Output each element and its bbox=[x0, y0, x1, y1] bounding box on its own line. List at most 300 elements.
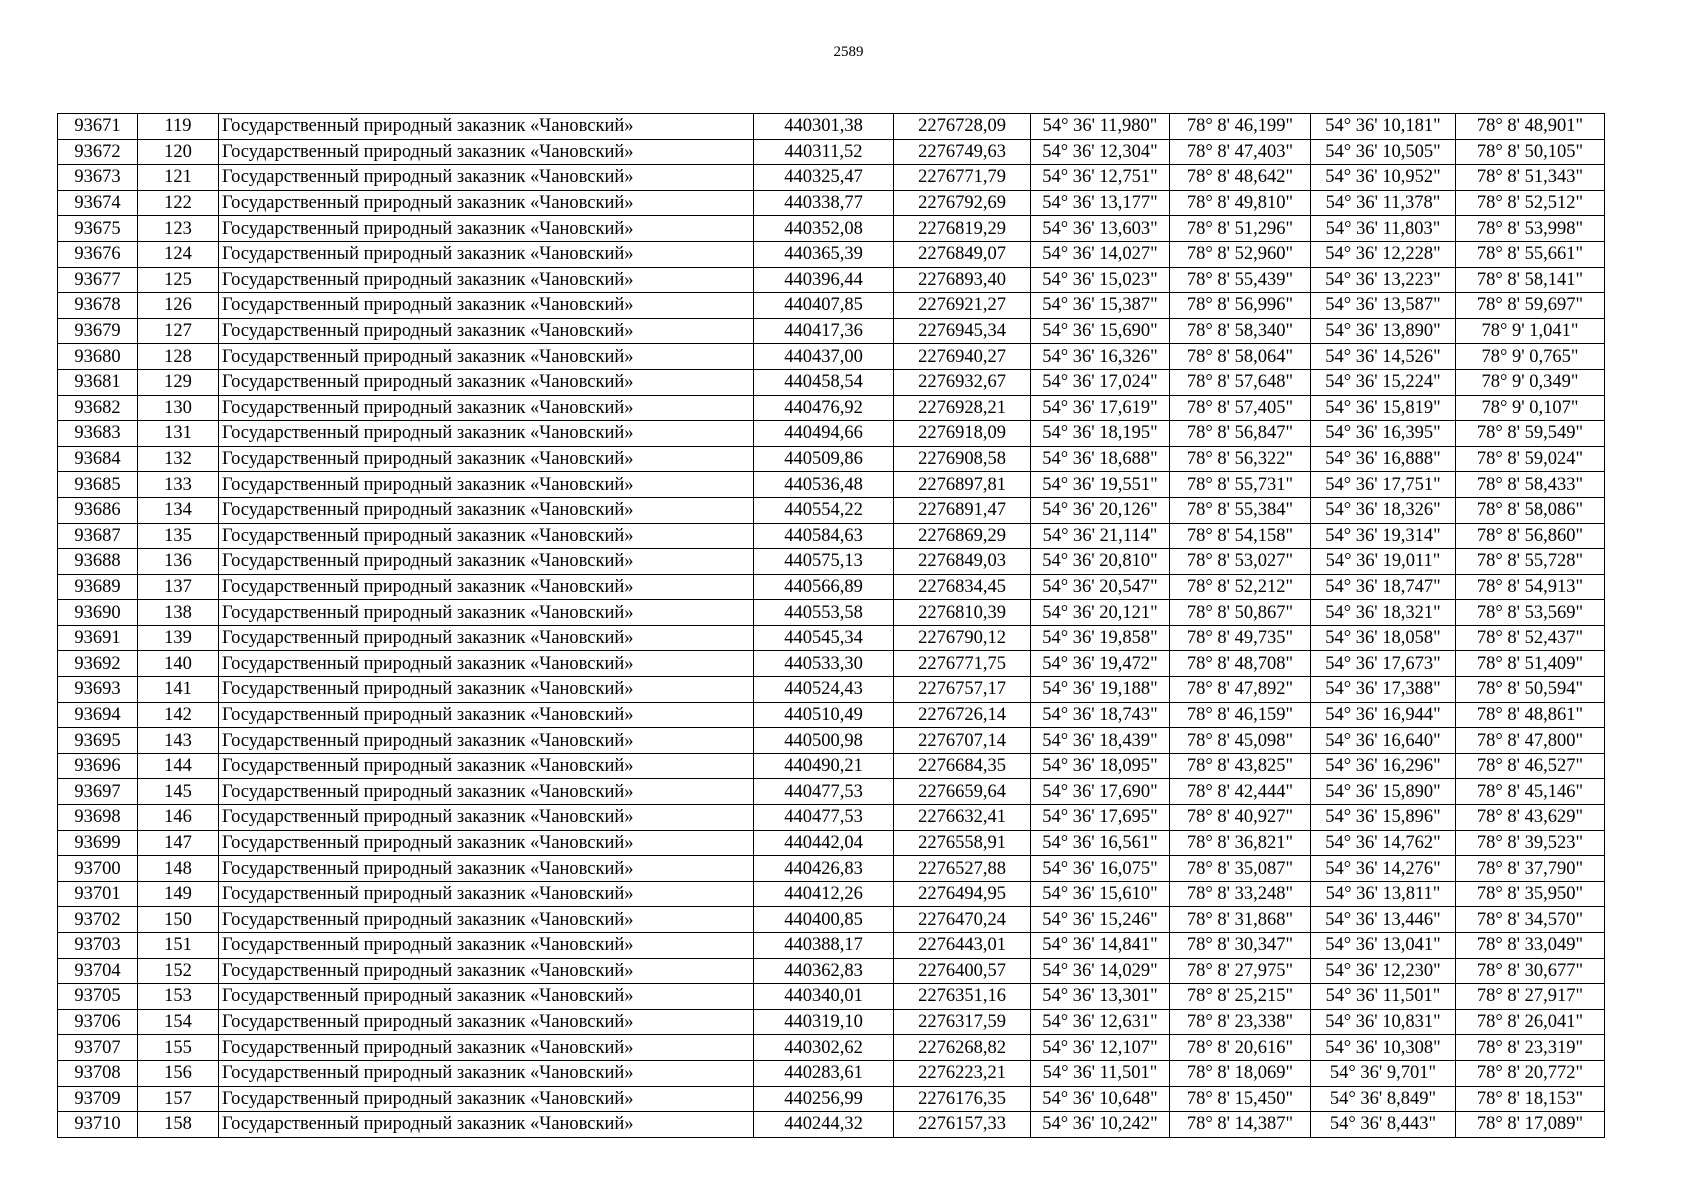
cell-lon-2: 78° 8' 55,728" bbox=[1456, 549, 1605, 575]
table-row bbox=[58, 344, 1605, 370]
cell-coord-x: 440477,53 bbox=[754, 779, 894, 805]
cell-name: Государственный природный заказник «Чановский» bbox=[219, 139, 754, 165]
cell-lon-1: 78° 8' 54,158" bbox=[1170, 523, 1311, 549]
cell-name: Государственный природный заказник «Чановский» bbox=[219, 472, 754, 498]
cell-lat-2: 54° 36' 16,640" bbox=[1311, 728, 1456, 754]
cell-coord-x: 440407,85 bbox=[754, 293, 894, 319]
cell-lat-1: 54° 36' 17,690" bbox=[1031, 779, 1170, 805]
cell-coord-y: 2276771,75 bbox=[894, 651, 1031, 677]
cell-coord-x: 440553,58 bbox=[754, 600, 894, 626]
cell-coord-x: 440319,10 bbox=[754, 1009, 894, 1035]
cell-name: Государственный природный заказник «Чановский» bbox=[219, 881, 754, 907]
cell-coord-y: 2276908,58 bbox=[894, 446, 1031, 472]
cell-point-number: 148 bbox=[138, 856, 219, 882]
cell-point-number: 147 bbox=[138, 830, 219, 856]
table-row bbox=[58, 549, 1605, 575]
cell-coord-y: 2276684,35 bbox=[894, 753, 1031, 779]
cell-coord-x: 440388,17 bbox=[754, 933, 894, 959]
cell-lon-1: 78° 8' 18,069" bbox=[1170, 1060, 1311, 1086]
cell-coord-x: 440256,99 bbox=[754, 1086, 894, 1112]
cell-lat-1: 54° 36' 12,631" bbox=[1031, 1009, 1170, 1035]
cell-coord-y: 2276659,64 bbox=[894, 779, 1031, 805]
cell-coord-y: 2276932,67 bbox=[894, 369, 1031, 395]
cell-name: Государственный природный заказник «Чановский» bbox=[219, 369, 754, 395]
table-row bbox=[58, 574, 1605, 600]
table-row bbox=[58, 1060, 1605, 1086]
table-row bbox=[58, 984, 1605, 1010]
cell-lon-1: 78° 8' 36,821" bbox=[1170, 830, 1311, 856]
cell-lon-1: 78° 8' 20,616" bbox=[1170, 1035, 1311, 1061]
cell-name: Государственный природный заказник «Чановский» bbox=[219, 523, 754, 549]
coordinates-table bbox=[57, 113, 1605, 1138]
cell-coord-x: 440575,13 bbox=[754, 549, 894, 575]
cell-coord-y: 2276940,27 bbox=[894, 344, 1031, 370]
cell-lon-2: 78° 8' 48,861" bbox=[1456, 702, 1605, 728]
cell-lat-2: 54° 36' 15,224" bbox=[1311, 369, 1456, 395]
cell-point-number: 156 bbox=[138, 1060, 219, 1086]
cell-point-id: 93682 bbox=[58, 395, 138, 421]
cell-lat-1: 54° 36' 13,177" bbox=[1031, 190, 1170, 216]
table-row bbox=[58, 702, 1605, 728]
cell-coord-x: 440476,92 bbox=[754, 395, 894, 421]
cell-lat-2: 54° 36' 8,443" bbox=[1311, 1112, 1456, 1138]
cell-coord-y: 2276891,47 bbox=[894, 497, 1031, 523]
cell-coord-y: 2276928,21 bbox=[894, 395, 1031, 421]
cell-coord-y: 2276317,59 bbox=[894, 1009, 1031, 1035]
table-row bbox=[58, 497, 1605, 523]
cell-lon-2: 78° 8' 50,594" bbox=[1456, 677, 1605, 703]
cell-coord-x: 440283,61 bbox=[754, 1060, 894, 1086]
cell-point-number: 152 bbox=[138, 958, 219, 984]
cell-lon-1: 78° 8' 27,975" bbox=[1170, 958, 1311, 984]
cell-name: Государственный природный заказник «Чановский» bbox=[219, 216, 754, 242]
cell-point-number: 134 bbox=[138, 497, 219, 523]
cell-coord-y: 2276834,45 bbox=[894, 574, 1031, 600]
table-row bbox=[58, 369, 1605, 395]
cell-point-number: 146 bbox=[138, 805, 219, 831]
cell-lat-2: 54° 36' 15,819" bbox=[1311, 395, 1456, 421]
cell-lon-2: 78° 8' 23,319" bbox=[1456, 1035, 1605, 1061]
cell-point-id: 93703 bbox=[58, 933, 138, 959]
cell-coord-y: 2276918,09 bbox=[894, 421, 1031, 447]
cell-coord-y: 2276157,33 bbox=[894, 1112, 1031, 1138]
table-body bbox=[58, 114, 1605, 1138]
cell-lon-2: 78° 8' 45,146" bbox=[1456, 779, 1605, 805]
cell-coord-y: 2276749,63 bbox=[894, 139, 1031, 165]
cell-lon-1: 78° 8' 45,098" bbox=[1170, 728, 1311, 754]
cell-coord-y: 2276527,88 bbox=[894, 856, 1031, 882]
cell-lat-1: 54° 36' 11,501" bbox=[1031, 1060, 1170, 1086]
cell-lat-1: 54° 36' 17,695" bbox=[1031, 805, 1170, 831]
cell-point-number: 143 bbox=[138, 728, 219, 754]
cell-lon-1: 78° 8' 25,215" bbox=[1170, 984, 1311, 1010]
cell-lat-1: 54° 36' 14,029" bbox=[1031, 958, 1170, 984]
cell-lon-2: 78° 8' 58,086" bbox=[1456, 497, 1605, 523]
table-row bbox=[58, 625, 1605, 651]
cell-point-id: 93675 bbox=[58, 216, 138, 242]
cell-name: Государственный природный заказник «Чановский» bbox=[219, 933, 754, 959]
cell-lat-1: 54° 36' 15,023" bbox=[1031, 267, 1170, 293]
cell-lon-1: 78° 8' 46,159" bbox=[1170, 702, 1311, 728]
cell-point-id: 93697 bbox=[58, 779, 138, 805]
cell-lat-2: 54° 36' 10,831" bbox=[1311, 1009, 1456, 1035]
cell-lat-1: 54° 36' 10,648" bbox=[1031, 1086, 1170, 1112]
cell-name: Государственный природный заказник «Чановский» bbox=[219, 625, 754, 651]
cell-lon-1: 78° 8' 58,340" bbox=[1170, 318, 1311, 344]
cell-lat-2: 54° 36' 13,446" bbox=[1311, 907, 1456, 933]
cell-coord-y: 2276558,91 bbox=[894, 830, 1031, 856]
cell-point-id: 93674 bbox=[58, 190, 138, 216]
cell-coord-x: 440340,01 bbox=[754, 984, 894, 1010]
cell-lon-2: 78° 8' 37,790" bbox=[1456, 856, 1605, 882]
cell-point-id: 93709 bbox=[58, 1086, 138, 1112]
cell-lat-2: 54° 36' 13,811" bbox=[1311, 881, 1456, 907]
table-row bbox=[58, 395, 1605, 421]
cell-lat-1: 54° 36' 20,547" bbox=[1031, 574, 1170, 600]
cell-lon-2: 78° 8' 34,570" bbox=[1456, 907, 1605, 933]
cell-lat-1: 54° 36' 12,304" bbox=[1031, 139, 1170, 165]
cell-name: Государственный природный заказник «Чановский» bbox=[219, 574, 754, 600]
cell-lon-1: 78° 8' 50,867" bbox=[1170, 600, 1311, 626]
cell-coord-x: 440302,62 bbox=[754, 1035, 894, 1061]
cell-coord-y: 2276707,14 bbox=[894, 728, 1031, 754]
cell-lon-1: 78° 8' 31,868" bbox=[1170, 907, 1311, 933]
cell-name: Государственный природный заказник «Чановский» bbox=[219, 728, 754, 754]
cell-lat-1: 54° 36' 10,242" bbox=[1031, 1112, 1170, 1138]
cell-lon-1: 78° 8' 52,960" bbox=[1170, 241, 1311, 267]
cell-coord-x: 440442,04 bbox=[754, 830, 894, 856]
cell-point-number: 120 bbox=[138, 139, 219, 165]
cell-coord-x: 440396,44 bbox=[754, 267, 894, 293]
cell-lon-2: 78° 8' 46,527" bbox=[1456, 753, 1605, 779]
cell-point-number: 130 bbox=[138, 395, 219, 421]
cell-name: Государственный природный заказник «Чановский» bbox=[219, 1086, 754, 1112]
table-row bbox=[58, 933, 1605, 959]
cell-lat-1: 54° 36' 17,024" bbox=[1031, 369, 1170, 395]
cell-name: Государственный природный заказник «Чановский» bbox=[219, 1009, 754, 1035]
cell-point-id: 93681 bbox=[58, 369, 138, 395]
cell-point-number: 154 bbox=[138, 1009, 219, 1035]
cell-lat-2: 54° 36' 12,230" bbox=[1311, 958, 1456, 984]
cell-coord-y: 2276893,40 bbox=[894, 267, 1031, 293]
cell-coord-x: 440311,52 bbox=[754, 139, 894, 165]
cell-coord-x: 440524,43 bbox=[754, 677, 894, 703]
cell-lon-2: 78° 8' 51,409" bbox=[1456, 651, 1605, 677]
cell-lon-2: 78° 8' 50,105" bbox=[1456, 139, 1605, 165]
cell-name: Государственный природный заказник «Чановский» bbox=[219, 344, 754, 370]
cell-lon-2: 78° 8' 55,661" bbox=[1456, 241, 1605, 267]
cell-coord-x: 440426,83 bbox=[754, 856, 894, 882]
cell-coord-y: 2276945,34 bbox=[894, 318, 1031, 344]
cell-name: Государственный природный заказник «Чановский» bbox=[219, 1035, 754, 1061]
cell-lat-2: 54° 36' 13,587" bbox=[1311, 293, 1456, 319]
cell-coord-x: 440437,00 bbox=[754, 344, 894, 370]
cell-point-id: 93699 bbox=[58, 830, 138, 856]
table-row bbox=[58, 728, 1605, 754]
cell-lon-1: 78° 8' 46,199" bbox=[1170, 114, 1311, 140]
cell-lat-2: 54° 36' 16,944" bbox=[1311, 702, 1456, 728]
cell-name: Государственный природный заказник «Чановский» bbox=[219, 293, 754, 319]
cell-point-id: 93687 bbox=[58, 523, 138, 549]
table-row bbox=[58, 753, 1605, 779]
cell-point-id: 93700 bbox=[58, 856, 138, 882]
cell-name: Государственный природный заказник «Чановский» bbox=[219, 549, 754, 575]
cell-lat-2: 54° 36' 15,896" bbox=[1311, 805, 1456, 831]
cell-point-number: 144 bbox=[138, 753, 219, 779]
cell-lon-2: 78° 8' 59,024" bbox=[1456, 446, 1605, 472]
cell-coord-y: 2276223,21 bbox=[894, 1060, 1031, 1086]
cell-lon-1: 78° 8' 43,825" bbox=[1170, 753, 1311, 779]
cell-lat-2: 54° 36' 18,326" bbox=[1311, 497, 1456, 523]
table-row bbox=[58, 600, 1605, 626]
cell-lon-1: 78° 8' 49,810" bbox=[1170, 190, 1311, 216]
cell-point-number: 140 bbox=[138, 651, 219, 677]
cell-lat-1: 54° 36' 15,610" bbox=[1031, 881, 1170, 907]
cell-point-id: 93683 bbox=[58, 421, 138, 447]
table-row bbox=[58, 805, 1605, 831]
cell-point-id: 93689 bbox=[58, 574, 138, 600]
cell-coord-x: 440412,26 bbox=[754, 881, 894, 907]
cell-lat-1: 54° 36' 15,246" bbox=[1031, 907, 1170, 933]
cell-coord-x: 440325,47 bbox=[754, 165, 894, 191]
cell-lon-2: 78° 9' 1,041" bbox=[1456, 318, 1605, 344]
cell-name: Государственный природный заказник «Чановский» bbox=[219, 984, 754, 1010]
cell-lon-1: 78° 8' 57,405" bbox=[1170, 395, 1311, 421]
cell-name: Государственный природный заказник «Чановский» bbox=[219, 318, 754, 344]
cell-lon-2: 78° 8' 30,677" bbox=[1456, 958, 1605, 984]
cell-lon-2: 78° 8' 59,549" bbox=[1456, 421, 1605, 447]
cell-point-id: 93678 bbox=[58, 293, 138, 319]
cell-point-number: 136 bbox=[138, 549, 219, 575]
cell-lat-1: 54° 36' 20,126" bbox=[1031, 497, 1170, 523]
cell-coord-x: 440477,53 bbox=[754, 805, 894, 831]
cell-lon-2: 78° 8' 26,041" bbox=[1456, 1009, 1605, 1035]
cell-point-id: 93710 bbox=[58, 1112, 138, 1138]
table-row bbox=[58, 446, 1605, 472]
cell-point-number: 137 bbox=[138, 574, 219, 600]
cell-coord-y: 2276771,79 bbox=[894, 165, 1031, 191]
cell-lat-1: 54° 36' 18,439" bbox=[1031, 728, 1170, 754]
cell-lat-2: 54° 36' 13,041" bbox=[1311, 933, 1456, 959]
table-row bbox=[58, 139, 1605, 165]
cell-name: Государственный природный заказник «Чановский» bbox=[219, 190, 754, 216]
table-row bbox=[58, 1009, 1605, 1035]
cell-lat-1: 54° 36' 15,690" bbox=[1031, 318, 1170, 344]
cell-lon-2: 78° 8' 27,917" bbox=[1456, 984, 1605, 1010]
cell-point-id: 93677 bbox=[58, 267, 138, 293]
cell-lon-1: 78° 8' 33,248" bbox=[1170, 881, 1311, 907]
cell-coord-y: 2276849,03 bbox=[894, 549, 1031, 575]
cell-point-id: 93708 bbox=[58, 1060, 138, 1086]
cell-lat-2: 54° 36' 16,888" bbox=[1311, 446, 1456, 472]
cell-point-id: 93701 bbox=[58, 881, 138, 907]
cell-coord-y: 2276351,16 bbox=[894, 984, 1031, 1010]
cell-lat-1: 54° 36' 14,841" bbox=[1031, 933, 1170, 959]
cell-lat-1: 54° 36' 15,387" bbox=[1031, 293, 1170, 319]
cell-lon-2: 78° 8' 43,629" bbox=[1456, 805, 1605, 831]
cell-lon-2: 78° 8' 17,089" bbox=[1456, 1112, 1605, 1138]
cell-lat-2: 54° 36' 10,308" bbox=[1311, 1035, 1456, 1061]
cell-point-number: 135 bbox=[138, 523, 219, 549]
table-row bbox=[58, 114, 1605, 140]
table-row bbox=[58, 830, 1605, 856]
cell-lon-1: 78° 8' 49,735" bbox=[1170, 625, 1311, 651]
table-row bbox=[58, 421, 1605, 447]
table-row bbox=[58, 472, 1605, 498]
cell-point-number: 153 bbox=[138, 984, 219, 1010]
cell-point-id: 93676 bbox=[58, 241, 138, 267]
cell-name: Государственный природный заказник «Чановский» bbox=[219, 600, 754, 626]
cell-lat-1: 54° 36' 11,980" bbox=[1031, 114, 1170, 140]
cell-coord-x: 440494,66 bbox=[754, 421, 894, 447]
table-row bbox=[58, 523, 1605, 549]
cell-lon-2: 78° 8' 39,523" bbox=[1456, 830, 1605, 856]
cell-point-number: 122 bbox=[138, 190, 219, 216]
cell-coord-x: 440554,22 bbox=[754, 497, 894, 523]
cell-lon-1: 78° 8' 53,027" bbox=[1170, 549, 1311, 575]
cell-coord-y: 2276176,35 bbox=[894, 1086, 1031, 1112]
cell-lat-1: 54° 36' 13,301" bbox=[1031, 984, 1170, 1010]
cell-point-number: 123 bbox=[138, 216, 219, 242]
cell-lon-1: 78° 8' 14,387" bbox=[1170, 1112, 1311, 1138]
cell-lat-1: 54° 36' 19,188" bbox=[1031, 677, 1170, 703]
cell-point-number: 151 bbox=[138, 933, 219, 959]
cell-coord-y: 2276790,12 bbox=[894, 625, 1031, 651]
cell-lat-2: 54° 36' 10,952" bbox=[1311, 165, 1456, 191]
cell-lon-2: 78° 8' 51,343" bbox=[1456, 165, 1605, 191]
cell-lon-2: 78° 8' 58,433" bbox=[1456, 472, 1605, 498]
cell-lon-2: 78° 8' 20,772" bbox=[1456, 1060, 1605, 1086]
cell-point-number: 119 bbox=[138, 114, 219, 140]
cell-coord-x: 440510,49 bbox=[754, 702, 894, 728]
cell-name: Государственный природный заказник «Чановский» bbox=[219, 241, 754, 267]
cell-point-id: 93690 bbox=[58, 600, 138, 626]
cell-lon-1: 78° 8' 55,384" bbox=[1170, 497, 1311, 523]
cell-name: Государственный природный заказник «Чановский» bbox=[219, 497, 754, 523]
cell-point-id: 93694 bbox=[58, 702, 138, 728]
cell-point-id: 93702 bbox=[58, 907, 138, 933]
cell-lat-2: 54° 36' 9,701" bbox=[1311, 1060, 1456, 1086]
cell-coord-x: 440301,38 bbox=[754, 114, 894, 140]
cell-name: Государственный природный заказник «Чановский» bbox=[219, 114, 754, 140]
cell-lon-2: 78° 8' 52,437" bbox=[1456, 625, 1605, 651]
cell-point-number: 157 bbox=[138, 1086, 219, 1112]
cell-lon-2: 78° 9' 0,107" bbox=[1456, 395, 1605, 421]
table-row bbox=[58, 907, 1605, 933]
cell-coord-y: 2276810,39 bbox=[894, 600, 1031, 626]
cell-lon-1: 78° 8' 42,444" bbox=[1170, 779, 1311, 805]
table-row bbox=[58, 1035, 1605, 1061]
cell-point-number: 133 bbox=[138, 472, 219, 498]
cell-point-id: 93696 bbox=[58, 753, 138, 779]
cell-point-id: 93704 bbox=[58, 958, 138, 984]
cell-lat-2: 54° 36' 18,747" bbox=[1311, 574, 1456, 600]
cell-name: Государственный природный заказник «Чановский» bbox=[219, 677, 754, 703]
cell-lon-2: 78° 8' 52,512" bbox=[1456, 190, 1605, 216]
table-row bbox=[58, 216, 1605, 242]
cell-lon-1: 78° 8' 57,648" bbox=[1170, 369, 1311, 395]
cell-lat-2: 54° 36' 14,526" bbox=[1311, 344, 1456, 370]
cell-point-id: 93680 bbox=[58, 344, 138, 370]
cell-lon-2: 78° 8' 53,998" bbox=[1456, 216, 1605, 242]
cell-lon-1: 78° 8' 56,847" bbox=[1170, 421, 1311, 447]
cell-coord-y: 2276757,17 bbox=[894, 677, 1031, 703]
cell-coord-y: 2276869,29 bbox=[894, 523, 1031, 549]
cell-lon-1: 78° 8' 47,403" bbox=[1170, 139, 1311, 165]
cell-point-number: 126 bbox=[138, 293, 219, 319]
cell-lat-2: 54° 36' 11,803" bbox=[1311, 216, 1456, 242]
cell-lon-2: 78° 8' 18,153" bbox=[1456, 1086, 1605, 1112]
cell-coord-y: 2276443,01 bbox=[894, 933, 1031, 959]
cell-name: Государственный природный заказник «Чановский» bbox=[219, 958, 754, 984]
cell-point-number: 145 bbox=[138, 779, 219, 805]
cell-point-number: 124 bbox=[138, 241, 219, 267]
cell-lat-1: 54° 36' 19,551" bbox=[1031, 472, 1170, 498]
cell-point-number: 150 bbox=[138, 907, 219, 933]
cell-lat-2: 54° 36' 15,890" bbox=[1311, 779, 1456, 805]
cell-lon-2: 78° 8' 58,141" bbox=[1456, 267, 1605, 293]
cell-name: Государственный природный заказник «Чановский» bbox=[219, 1060, 754, 1086]
cell-coord-x: 440400,85 bbox=[754, 907, 894, 933]
cell-lon-1: 78° 8' 47,892" bbox=[1170, 677, 1311, 703]
cell-name: Государственный природный заказник «Чановский» bbox=[219, 907, 754, 933]
cell-lon-1: 78° 8' 56,996" bbox=[1170, 293, 1311, 319]
table-row bbox=[58, 241, 1605, 267]
cell-lon-2: 78° 8' 59,697" bbox=[1456, 293, 1605, 319]
cell-coord-x: 440509,86 bbox=[754, 446, 894, 472]
cell-point-id: 93684 bbox=[58, 446, 138, 472]
table-row bbox=[58, 881, 1605, 907]
table-row bbox=[58, 190, 1605, 216]
table-row bbox=[58, 267, 1605, 293]
cell-lat-1: 54° 36' 13,603" bbox=[1031, 216, 1170, 242]
cell-point-number: 127 bbox=[138, 318, 219, 344]
cell-coord-y: 2276792,69 bbox=[894, 190, 1031, 216]
cell-point-id: 93685 bbox=[58, 472, 138, 498]
cell-coord-x: 440352,08 bbox=[754, 216, 894, 242]
cell-name: Государственный природный заказник «Чановский» bbox=[219, 779, 754, 805]
cell-lon-2: 78° 8' 54,913" bbox=[1456, 574, 1605, 600]
cell-lon-2: 78° 8' 48,901" bbox=[1456, 114, 1605, 140]
cell-point-number: 142 bbox=[138, 702, 219, 728]
cell-coord-y: 2276728,09 bbox=[894, 114, 1031, 140]
cell-lon-1: 78° 8' 52,212" bbox=[1170, 574, 1311, 600]
cell-lat-1: 54° 36' 17,619" bbox=[1031, 395, 1170, 421]
cell-coord-x: 440536,48 bbox=[754, 472, 894, 498]
cell-name: Государственный природный заказник «Чановский» bbox=[219, 1112, 754, 1138]
cell-lat-2: 54° 36' 10,181" bbox=[1311, 114, 1456, 140]
cell-lat-2: 54° 36' 13,890" bbox=[1311, 318, 1456, 344]
cell-point-number: 121 bbox=[138, 165, 219, 191]
cell-lon-1: 78° 8' 48,708" bbox=[1170, 651, 1311, 677]
cell-lon-2: 78° 9' 0,349" bbox=[1456, 369, 1605, 395]
page-number: 2589 bbox=[833, 44, 864, 60]
cell-coord-x: 440584,63 bbox=[754, 523, 894, 549]
cell-name: Государственный природный заказник «Чановский» bbox=[219, 805, 754, 831]
cell-coord-y: 2276726,14 bbox=[894, 702, 1031, 728]
cell-coord-x: 440362,83 bbox=[754, 958, 894, 984]
cell-lon-1: 78° 8' 56,322" bbox=[1170, 446, 1311, 472]
cell-lon-1: 78° 8' 23,338" bbox=[1170, 1009, 1311, 1035]
table-row bbox=[58, 1086, 1605, 1112]
cell-name: Государственный природный заказник «Чановский» bbox=[219, 651, 754, 677]
table-row bbox=[58, 856, 1605, 882]
cell-lat-1: 54° 36' 19,858" bbox=[1031, 625, 1170, 651]
cell-point-number: 141 bbox=[138, 677, 219, 703]
cell-lon-2: 78° 8' 33,049" bbox=[1456, 933, 1605, 959]
cell-lat-1: 54° 36' 12,107" bbox=[1031, 1035, 1170, 1061]
cell-name: Государственный природный заказник «Чановский» bbox=[219, 165, 754, 191]
